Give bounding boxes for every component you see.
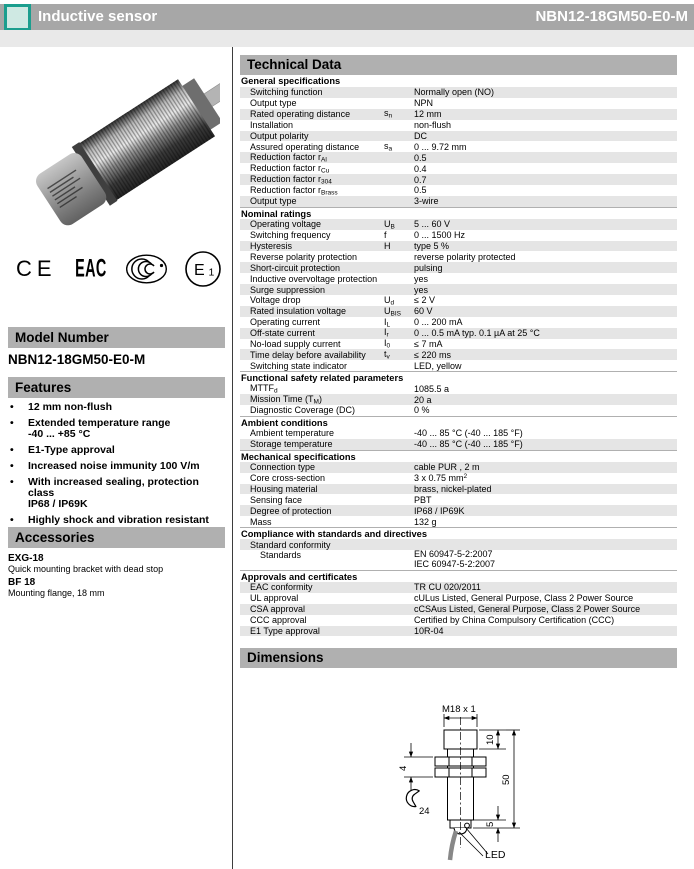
spec-value: ≤ 7 mA [414, 339, 443, 350]
svg-text:1: 1 [208, 266, 215, 279]
spec-label: Core cross-section [250, 473, 326, 484]
feature-item [8, 402, 226, 413]
spec-value: 0 % [414, 405, 430, 416]
feature-text: Highly shock and vibration resistant [28, 514, 209, 526]
spec-label: Installation [250, 120, 294, 131]
spec-row [240, 484, 677, 495]
spec-symbol: $I_0$ [384, 338, 391, 350]
spec-section-header: General specifications [241, 76, 341, 86]
spec-section-header: Functional safety related parameters [240, 371, 677, 383]
accessory-name: EXG-18 [8, 553, 44, 564]
technical-data-bar: Technical Data [240, 55, 677, 75]
svg-text:E: E [193, 262, 205, 279]
spec-row [240, 306, 677, 317]
spec-label: Output type [250, 196, 297, 207]
accessories-list [8, 550, 226, 598]
spec-label: Switching function [250, 87, 323, 98]
spec-label: CSA approval [250, 604, 306, 615]
spec-row [240, 131, 677, 142]
spec-row [240, 539, 677, 550]
feature-text: Increased noise immunity 100 V/m [28, 460, 200, 472]
dim-cap-height-label: 10 [485, 734, 496, 745]
spec-label: Inductive overvoltage protection [250, 273, 378, 284]
spec-label: Degree of protection [250, 505, 332, 516]
spec-value: ≤ 220 ms [414, 349, 451, 360]
spec-row [240, 593, 677, 604]
spec-symbol: $U_B$ [384, 218, 395, 230]
spec-symbol: H [384, 241, 391, 252]
feature-bullet: • [10, 514, 14, 526]
spec-label: CCC approval [250, 615, 307, 626]
spec-row [240, 87, 677, 98]
dim-cable [450, 831, 456, 860]
spec-value: 12 mm [414, 109, 442, 120]
spec-section-header: Mechanical specifications [240, 450, 677, 462]
spec-value: 3-wire [414, 196, 439, 207]
feature-bullet: • [10, 401, 14, 413]
spec-value: yes [414, 284, 429, 295]
spec-label: Surge suppression [250, 284, 326, 295]
feature-item [8, 445, 226, 456]
spec-symbol: $s_a$ [384, 141, 393, 153]
e1-logo [184, 250, 222, 288]
spec-value: IP68 / IP69K [414, 505, 465, 516]
dimensions-bar: Dimensions [240, 648, 677, 668]
spec-row [240, 284, 677, 295]
feature-item [8, 515, 226, 526]
spec-row [240, 230, 677, 241]
spec-symbol: $U_{BIS}$ [384, 305, 401, 318]
model-number-value: NBN12-18GM50-E0-M [8, 352, 146, 367]
feature-text: 12 mm non-flush [28, 401, 113, 413]
spec-value: EN 60947-5-2:2007 IEC 60947-5-2:2007 [414, 549, 496, 570]
spec-label: Rated insulation voltage [250, 306, 347, 317]
product-family-title: Inductive sensor [38, 8, 158, 25]
spec-value: 0 ... 9.72 mm [414, 141, 467, 152]
spec-value: brass, nickel-plated [414, 483, 492, 494]
spec-value: DC [414, 131, 427, 141]
spec-value: Certified by China Compulsory Certification (CCC) [414, 615, 615, 626]
spec-section-header: Ambient conditions [240, 416, 677, 428]
spec-row [240, 185, 677, 196]
spec-value: -40 ... 85 °C (-40 ... 185 °F) [414, 439, 523, 450]
led-label: LED [485, 849, 506, 861]
spec-row [240, 604, 677, 615]
spec-row [240, 582, 677, 593]
spec-label: No-load supply current [250, 339, 341, 350]
spec-label: Sensing face [250, 494, 303, 505]
spec-value: TR CU 020/2011 [414, 582, 481, 593]
spec-row [240, 174, 677, 185]
feature-item [8, 477, 226, 510]
spec-label: E1 Type approval [250, 625, 320, 636]
feature-item [8, 461, 226, 472]
spec-value: pulsing [414, 262, 443, 273]
spec-label: Operating voltage [250, 219, 322, 230]
certification-logos [16, 252, 222, 286]
ce-logo: CE [16, 256, 57, 281]
spec-value: 0.5 [414, 185, 427, 196]
spec-value: 10R-04 [414, 625, 444, 636]
spec-row [240, 251, 677, 262]
spec-value: LED, yellow [414, 360, 462, 371]
spec-table [240, 75, 677, 636]
spec-label: Output type [250, 98, 297, 109]
spec-label: Output polarity [250, 131, 309, 141]
spec-label: Reverse polarity protection [250, 251, 358, 262]
spec-symbol: $s_n$ [384, 108, 393, 120]
spec-symbol: $U_d$ [384, 294, 395, 307]
spec-value: 0 ... 200 mA [414, 317, 463, 328]
spec-label: EAC conformity [250, 582, 313, 593]
spec-section-header: Compliance with standards and directives [240, 527, 677, 539]
spec-row [240, 439, 677, 450]
spec-value: 0.7 [414, 174, 427, 185]
feature-text: Extended temperature range -40 ... +85 °C [28, 417, 171, 440]
spec-label: UL approval [250, 593, 299, 604]
spec-row [240, 473, 677, 484]
spec-value: cULus Listed, General Purpose, Class 2 Power Source [414, 593, 634, 604]
spec-symbol: f [384, 230, 387, 241]
spec-label: Standards [260, 549, 302, 560]
spec-label: Operating current [250, 317, 321, 328]
dimension-drawing [240, 668, 694, 869]
spec-value: non-flush [414, 120, 452, 131]
led-indicator [465, 823, 470, 828]
dim-body-length-label: 50 [501, 774, 512, 785]
spec-section-header: Approvals and certificates [240, 570, 677, 582]
spec-row [240, 383, 677, 394]
spec-label: Switching state indicator [250, 360, 348, 371]
spec-row [240, 295, 677, 306]
spec-label: Hysteresis [250, 241, 293, 252]
wrench-icon [405, 788, 420, 807]
spec-row [240, 626, 677, 637]
spec-row [240, 615, 677, 626]
spec-label: Diagnostic Coverage (DC) [250, 405, 356, 416]
spec-row [240, 120, 677, 131]
spec-label: Storage temperature [250, 439, 333, 450]
spec-row [240, 394, 677, 405]
header-strip [0, 30, 694, 47]
spec-value: reverse polarity protected [414, 251, 516, 262]
spec-label: Off-state current [250, 328, 315, 339]
spec-value: 3 x 0.75 $mm^2$ [414, 473, 468, 484]
spec-label: Short-circuit protection [250, 262, 341, 273]
spec-row [240, 405, 677, 416]
spec-value: 0 ... 0.5 mA typ. 0.1 µA at 25 °C [414, 328, 540, 339]
features-list [8, 402, 226, 531]
spec-value: 0.4 [414, 163, 427, 174]
spec-value: 5 ... 60 V [414, 219, 451, 230]
spec-label: Housing material [250, 483, 318, 494]
eac-logo: EAC [75, 254, 107, 283]
feature-bullet: • [10, 417, 14, 429]
spec-row [240, 516, 677, 527]
product-photo [18, 58, 220, 244]
features-section-bar: Features [8, 377, 225, 398]
spec-row [240, 494, 677, 505]
feature-bullet: • [10, 476, 14, 488]
spec-label: Voltage drop [250, 295, 301, 306]
spec-row [240, 349, 677, 360]
feature-text: E1-Type approval [28, 444, 115, 456]
spec-row [240, 219, 677, 230]
dim-tip-height-label: 5 [485, 821, 496, 827]
header-model-number: NBN12-18GM50-E0-M [535, 8, 688, 25]
feature-item [8, 418, 226, 440]
spec-section-header: Nominal ratings [240, 207, 677, 219]
accessory-name: BF 18 [8, 577, 36, 588]
spec-row [240, 505, 677, 516]
spec-symbol: $I_L$ [384, 316, 391, 329]
spec-row [240, 273, 677, 284]
spec-symbol: $I_r$ [384, 327, 389, 339]
spec-symbol: $t_v$ [384, 349, 390, 361]
spec-row [240, 328, 677, 339]
spec-value: 0 ... 1500 Hz [414, 230, 466, 241]
spec-label: Standard conformity [250, 539, 331, 550]
spec-row [240, 462, 677, 473]
spec-value: 1085.5 a [414, 383, 450, 394]
spec-row [240, 141, 677, 152]
spec-row [240, 109, 677, 120]
ccc-logo [125, 253, 171, 285]
spec-label: Connection type [250, 462, 316, 473]
spec-row [240, 262, 677, 273]
spec-value: ≤ 2 V [414, 295, 435, 306]
spec-label: Rated operating distance [250, 109, 351, 120]
spec-value: Normally open (NO) [414, 87, 495, 98]
spec-value: 60 V [414, 306, 433, 317]
spec-value: PBT [414, 494, 432, 505]
spec-label: Reduction factor $r_{Cu}$ [250, 162, 330, 175]
spec-row [240, 550, 677, 570]
spec-value: 132 g [414, 516, 437, 527]
accessory-description: Mounting flange, 18 mm [8, 588, 105, 598]
spec-value: type 5 % [414, 241, 450, 252]
spec-label: Time delay before availability [250, 349, 366, 360]
brand-logo-icon [4, 4, 31, 31]
model-number-section-bar: Model Number [8, 327, 225, 348]
spec-value: yes [414, 273, 429, 284]
spec-row [240, 339, 677, 350]
feature-bullet: • [10, 460, 14, 472]
spec-label: Reduction factor $r_{Al}$ [250, 152, 327, 164]
wrench-size-label: 24 [419, 806, 430, 817]
spec-label: Switching frequency [250, 230, 331, 241]
spec-row [240, 317, 677, 328]
spec-label: Mass [250, 516, 272, 527]
spec-value: NPN [414, 98, 434, 109]
feature-bullet: • [10, 444, 14, 456]
spec-value: 20 a [414, 394, 432, 405]
accessories-section-bar: Accessories [8, 527, 225, 548]
spec-label: $MTTF_d$ [250, 382, 278, 395]
column-divider [232, 47, 233, 869]
spec-value: -40 ... 85 °C (-40 ... 185 °F) [414, 428, 523, 439]
dim-thread-label: M18 x 1 [442, 704, 476, 715]
accessory-description: Quick mounting bracket with dead stop [8, 564, 164, 574]
spec-value: 0.5 [414, 152, 427, 163]
spec-row [240, 98, 677, 109]
spec-label: Reduction factor $r_{Brass}$ [250, 184, 338, 197]
spec-label: Reduction factor $r_{304}$ [250, 173, 332, 186]
spec-row [240, 196, 677, 207]
dim-nut-thickness-label: 4 [398, 765, 409, 771]
feature-text: With increased sealing, protection class IP68 / IP69K [28, 476, 199, 510]
spec-label: Ambient temperature [250, 428, 335, 439]
spec-value: cCSAus Listed, General Purpose, Class 2 Power Source [414, 604, 641, 615]
spec-row [240, 163, 677, 174]
spec-label: Assured operating distance [250, 141, 360, 152]
spec-row [240, 152, 677, 163]
spec-row [240, 360, 677, 371]
spec-label: Mission Time $(T_M)$ [250, 393, 322, 406]
spec-row [240, 428, 677, 439]
spec-value: cable PUR , 2 m [414, 462, 480, 473]
spec-row [240, 241, 677, 252]
